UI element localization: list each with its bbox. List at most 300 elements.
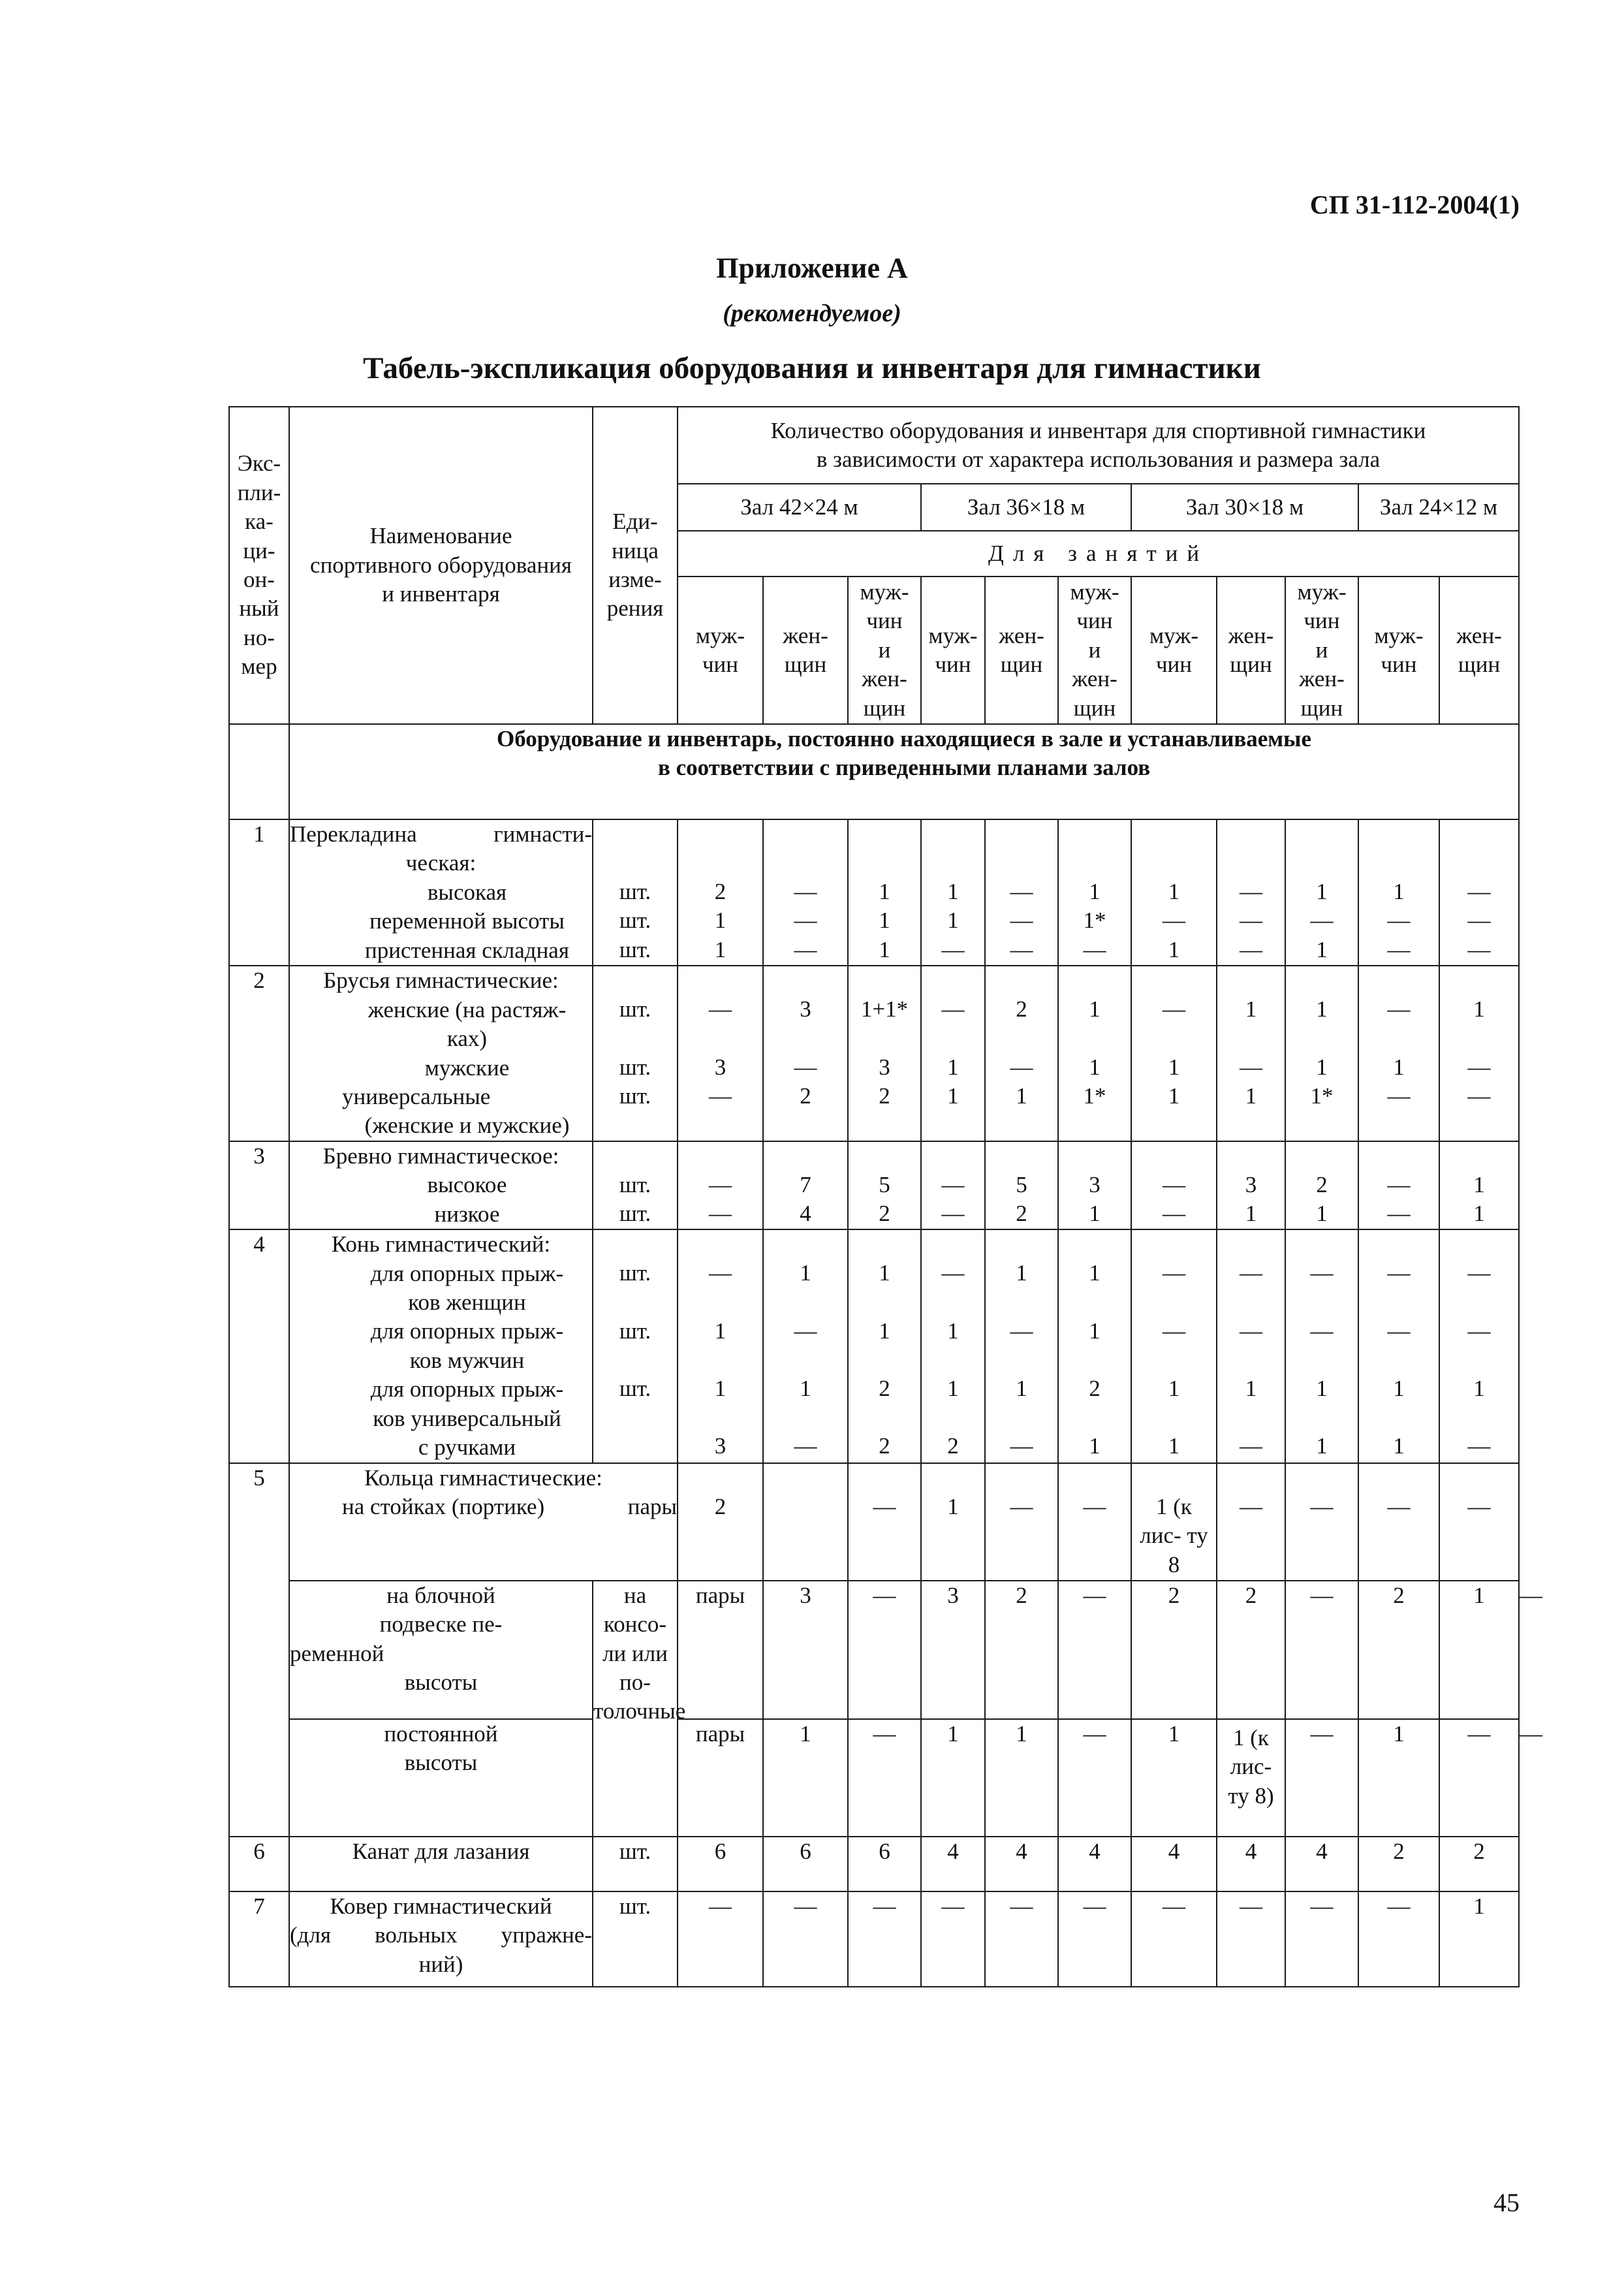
value-line	[849, 1464, 920, 1493]
item-name	[289, 1463, 678, 1581]
value-line	[1217, 849, 1285, 878]
value-line: 1	[1393, 1376, 1405, 1401]
row-number: 1	[229, 819, 289, 966]
unit-line: шт.	[619, 1318, 651, 1344]
value-line: 1	[1473, 1376, 1485, 1401]
value-line	[1059, 966, 1131, 995]
value-cell	[921, 1463, 985, 1581]
header-gender-line: жен-	[862, 666, 907, 692]
header-number-line: пли-	[237, 479, 281, 505]
unit-line: шт.	[619, 1201, 651, 1227]
value-line: —	[1163, 1318, 1185, 1344]
rings-console-label	[593, 1581, 686, 1837]
value-line	[678, 1288, 762, 1317]
value-cell: —	[1058, 1891, 1131, 1987]
header-gender-line: щин	[1000, 652, 1043, 677]
value-cell	[848, 966, 921, 1141]
header-gender-line: муж-	[1149, 622, 1199, 648]
value-line: —	[1387, 1171, 1411, 1197]
item-name-line: Конь гимнастический:	[331, 1231, 551, 1257]
value-line	[1059, 1230, 1131, 1259]
value-line	[1286, 966, 1358, 995]
header-gender-women	[985, 577, 1058, 724]
header-number-line: ка-	[245, 509, 273, 535]
value-line: 1	[1393, 879, 1405, 904]
header-name-line: и инвентаря	[382, 581, 500, 607]
value-cell: —	[985, 1891, 1058, 1987]
value-line	[678, 1142, 762, 1171]
value-cell: 1	[1439, 1891, 1519, 1987]
value-cell: —	[1285, 1719, 1358, 1837]
header-gender-men	[921, 577, 985, 724]
item-name-line: переменной высоты	[369, 908, 565, 934]
value-line: 1	[1168, 1054, 1180, 1080]
value-line: —	[1387, 1201, 1411, 1227]
value-cell: 1	[985, 1719, 1058, 1837]
value-line	[678, 1111, 762, 1140]
item-name-line: женские (на растяж-	[367, 996, 567, 1022]
value-line: —	[941, 996, 965, 1022]
header-gender-line: чин	[702, 652, 739, 677]
value-line: —	[941, 936, 965, 962]
value-line	[849, 1111, 920, 1140]
value-line: 1	[1168, 879, 1180, 904]
unit-line: шт.	[619, 1376, 651, 1401]
value-line: —	[1467, 1260, 1491, 1286]
rings-block-line: подвеске пе-	[379, 1611, 503, 1637]
value-line: 1	[947, 908, 959, 934]
unit-cell	[593, 819, 678, 966]
appendix-subtitle: (рекомендуемое)	[723, 300, 901, 327]
value-line	[1059, 1111, 1131, 1140]
value-line	[764, 1464, 847, 1493]
value-line	[1359, 1464, 1439, 1493]
value-line	[1286, 820, 1358, 849]
value-line: 2	[800, 1083, 811, 1109]
value-line	[986, 1111, 1057, 1140]
value-cell	[1285, 819, 1358, 966]
header-gender-line: жен-	[999, 622, 1044, 648]
header-unit-line: Еди-	[612, 509, 658, 535]
value-line	[1132, 1024, 1216, 1053]
value-cell	[763, 966, 848, 1141]
value-cell	[1217, 966, 1285, 1141]
value-line	[1132, 1346, 1216, 1374]
unit-line	[593, 1403, 677, 1432]
value-line: 2	[714, 879, 726, 904]
header-unit-line: рения	[606, 595, 664, 622]
header-gender-line: муж-	[1070, 578, 1119, 605]
item-name-line: ков женщин	[408, 1289, 526, 1315]
value-line: 1	[1473, 1201, 1485, 1227]
value-cell: 6	[763, 1837, 848, 1891]
value-line	[1286, 1142, 1358, 1171]
value-cell: 4	[921, 1837, 985, 1891]
value-line: —	[1163, 996, 1185, 1022]
value-line: —	[1387, 936, 1411, 962]
value-line: 1	[947, 879, 959, 904]
value-line: 2	[714, 1493, 726, 1519]
item-name-line	[290, 1493, 677, 1521]
value-line	[1132, 1142, 1216, 1171]
value-line: —	[1387, 1083, 1411, 1109]
value-line	[678, 966, 762, 995]
value-line	[1440, 966, 1518, 995]
unit-line: шт.	[619, 1260, 651, 1286]
value-line: 1	[1245, 1376, 1257, 1401]
value-line: 1	[800, 1260, 811, 1286]
value-line	[1440, 1403, 1518, 1432]
row-number: 6	[229, 1837, 289, 1891]
header-gender-line: щин	[1300, 695, 1343, 721]
value-cell	[1131, 1229, 1217, 1463]
unit-cell	[593, 966, 678, 1141]
value-line: 2	[1016, 996, 1027, 1022]
item-name-line: Брусья гимнастические:	[323, 968, 559, 994]
value-line: 1	[1316, 1054, 1328, 1080]
item-name-line: для опорных прыж-	[370, 1376, 564, 1402]
value-line: —	[1240, 1260, 1262, 1286]
header-name-line: спортивного оборудования	[310, 552, 572, 578]
header-hall: Зал 30×18 м	[1131, 484, 1358, 531]
value-line	[1286, 1024, 1358, 1053]
appendix-title: Приложение А	[716, 252, 908, 284]
value-line: 1	[879, 879, 890, 904]
value-line	[1132, 1111, 1216, 1140]
value-cell: 1	[1358, 1719, 1439, 1837]
rings-const-line: постоянной	[384, 1720, 498, 1747]
value-cell: 2	[1131, 1581, 1217, 1719]
header-gender-line: чин	[866, 608, 903, 634]
value-line: 3	[714, 1054, 726, 1080]
value-line	[1132, 1230, 1216, 1259]
unit-line: шт.	[619, 908, 651, 934]
value-cell	[1358, 966, 1439, 1141]
value-line: 1	[714, 908, 726, 934]
header-gender-both	[1285, 577, 1358, 724]
value-cell	[1217, 1141, 1285, 1229]
value-line: —	[1310, 1493, 1334, 1519]
value-line: 1	[947, 1054, 959, 1080]
item-name-line: с ручками	[418, 1434, 516, 1461]
value-line: 1	[714, 936, 726, 962]
value-line	[1440, 1288, 1518, 1317]
item-name-line: мужские	[424, 1054, 510, 1081]
value-cell: 1	[1131, 1719, 1217, 1837]
row-number: 3	[229, 1141, 289, 1229]
value-line: 1	[1316, 1433, 1328, 1459]
value-line	[1059, 1142, 1131, 1171]
header-gender-line: муж-	[928, 622, 978, 648]
value-line: 2	[1316, 1171, 1328, 1197]
value-cell	[848, 1141, 921, 1229]
header-gender-line: чин	[1155, 652, 1193, 677]
item-name	[289, 966, 593, 1141]
value-line: 3	[714, 1433, 726, 1459]
table-row	[229, 1463, 1519, 1581]
value-line: 1	[1245, 1201, 1257, 1227]
table-title: Табель-экспликация оборудования и инвентаря для гимнастики	[363, 351, 1261, 385]
unit-cell: шт.	[593, 1837, 678, 1891]
value-cell: 1	[921, 1719, 985, 1837]
header-gender-line: жен-	[1228, 622, 1274, 648]
value-line: 1*	[1310, 1083, 1334, 1109]
value-line: 1	[1473, 1171, 1485, 1197]
item-name-line: высокая	[427, 879, 507, 905]
value-line: —	[1010, 1433, 1033, 1459]
value-cell	[1285, 966, 1358, 1141]
value-line	[764, 820, 847, 849]
value-line: 1	[1089, 1433, 1101, 1459]
unit-line	[593, 820, 677, 849]
value-line	[986, 820, 1057, 849]
rings-block-label	[289, 1581, 593, 1719]
header-quantity-line: в зависимости от характера использования и размера зала	[816, 447, 1381, 472]
value-line: 1	[947, 1376, 959, 1401]
page-number: 45	[1493, 2188, 1520, 2217]
value-cell	[1358, 1463, 1439, 1581]
value-cell	[1439, 1463, 1519, 1581]
value-line: —	[1240, 1054, 1262, 1080]
unit-line: шт.	[619, 879, 651, 904]
value-line: 1	[1089, 1201, 1101, 1227]
unit-cell: пары	[678, 1581, 763, 1719]
header-gender-women	[763, 577, 848, 724]
value-line: —	[794, 1054, 817, 1080]
value-line	[1059, 1464, 1131, 1493]
value-cell	[1439, 1141, 1519, 1229]
header-number-line: он-	[243, 567, 275, 592]
value-line	[1359, 1230, 1439, 1259]
row-number: 4	[229, 1229, 289, 1463]
value-line: —	[1010, 879, 1033, 904]
row-number: 5	[229, 1463, 289, 1837]
header-gender-men	[1131, 577, 1217, 724]
unit-line	[593, 1432, 677, 1461]
unit-cell	[593, 1141, 678, 1229]
equipment-table	[228, 406, 1543, 1987]
unit-line: шт.	[619, 1054, 651, 1080]
value-line	[1059, 849, 1131, 878]
value-line	[986, 1024, 1057, 1053]
header-gender-line: муж-	[860, 578, 909, 605]
table-row	[229, 1891, 1519, 1987]
item-name-line: универсальные	[342, 1083, 491, 1109]
value-cell	[1285, 1141, 1358, 1229]
value-line	[1286, 1346, 1358, 1374]
value-cell: —	[1058, 1581, 1131, 1719]
value-line	[1059, 1403, 1131, 1432]
value-cell	[678, 966, 763, 1141]
value-line: —	[1010, 1318, 1033, 1344]
value-line: 3	[879, 1054, 890, 1080]
value-line: 1	[714, 1376, 726, 1401]
rings-block-line: высоты	[404, 1669, 478, 1695]
value-line	[986, 1142, 1057, 1171]
value-line: 3	[1089, 1171, 1101, 1197]
value-line: —	[941, 1260, 965, 1286]
value-line: 2	[1016, 1201, 1027, 1227]
section-line: Оборудование и инвентарь, постоянно находящиеся в зале и устанавливаемые	[497, 726, 1312, 751]
value-line: —	[1310, 1318, 1334, 1344]
value-line	[1440, 1142, 1518, 1171]
value-line	[764, 1346, 847, 1374]
unit-line	[593, 1024, 677, 1053]
header-gender-line: щин	[1230, 652, 1272, 677]
value-cell	[921, 1141, 985, 1229]
value-line	[1217, 1230, 1285, 1259]
value-line	[678, 1346, 762, 1374]
value-line: —	[1240, 1318, 1262, 1344]
value-line: —	[873, 1493, 896, 1519]
value-line: —	[1240, 1433, 1262, 1459]
table-row	[229, 966, 1519, 1141]
value-line: —	[1387, 908, 1411, 934]
header-gender-line: щин	[784, 652, 827, 677]
value-line: 1	[1089, 1318, 1101, 1344]
header-gender-both	[1058, 577, 1131, 724]
item-name-line: для опорных прыж-	[370, 1318, 564, 1344]
value-line	[1440, 1230, 1518, 1259]
table-row	[229, 1141, 1519, 1229]
value-line: —	[1010, 908, 1033, 934]
value-cell	[985, 1141, 1058, 1229]
value-line	[1286, 1288, 1358, 1317]
value-line	[922, 966, 984, 995]
value-line	[764, 966, 847, 995]
value-line: —	[709, 1201, 732, 1227]
header-gender-line: жен-	[783, 622, 828, 648]
value-line: 1	[1168, 1083, 1180, 1109]
header-gender-both	[848, 577, 921, 724]
header-number-line: ный	[239, 595, 279, 622]
value-cell: 1	[763, 1719, 848, 1837]
value-cell	[1131, 1141, 1217, 1229]
value-line: 2	[947, 1433, 959, 1459]
value-line: 1	[879, 1260, 890, 1286]
value-cell: 6	[678, 1837, 763, 1891]
item-name-line: низкое	[434, 1201, 500, 1227]
value-line	[1359, 1024, 1439, 1053]
value-line: —	[1163, 908, 1185, 934]
value-cell	[921, 966, 985, 1141]
item-name: Канат для лазания	[289, 1837, 593, 1891]
value-line	[922, 1142, 984, 1171]
value-line: —	[1467, 1318, 1491, 1344]
header-gender-men	[1358, 577, 1439, 724]
value-line	[678, 1464, 762, 1493]
value-cell	[763, 1463, 848, 1581]
value-cell	[921, 1229, 985, 1463]
value-line: —	[709, 996, 732, 1022]
value-line	[1359, 966, 1439, 995]
section-heading	[289, 724, 1519, 819]
header-hall: Зал 42×24 м	[678, 484, 921, 531]
header-number-line: но-	[243, 624, 275, 650]
value-cell: 4	[1285, 1837, 1358, 1891]
item-name-line: ний)	[418, 1951, 463, 1977]
value-line: 1	[1016, 1083, 1027, 1109]
value-line	[849, 1230, 920, 1259]
value-line: 5	[1016, 1171, 1027, 1197]
value-line: —	[1467, 1433, 1491, 1459]
rings-const-line: высоты	[404, 1750, 478, 1776]
value-line	[1059, 820, 1131, 849]
value-line: —	[1387, 1260, 1411, 1286]
header-gender-line: муж-	[1297, 578, 1347, 605]
unit-line: шт.	[619, 1083, 651, 1109]
item-name-line: высокое	[427, 1172, 507, 1198]
value-cell	[848, 1463, 921, 1581]
header-hall: Зал 36×18 м	[921, 484, 1131, 531]
value-line	[849, 966, 920, 995]
value-line	[1359, 1142, 1439, 1171]
value-line: —	[709, 1171, 732, 1197]
value-cell	[1131, 1463, 1217, 1581]
item-name-line: Перекладина гимнасти-	[290, 821, 592, 847]
unit-line	[593, 1111, 677, 1140]
header-gender-line: жен-	[1072, 666, 1117, 692]
value-line: 1	[947, 1318, 959, 1344]
value-cell	[1439, 1229, 1519, 1463]
value-line	[1217, 1403, 1285, 1432]
value-line: —	[1240, 908, 1262, 934]
value-line	[1217, 820, 1285, 849]
header-gender-line: чин	[1076, 608, 1113, 634]
value-line: 1	[947, 1493, 959, 1519]
value-line: —	[941, 1201, 965, 1227]
rings-block-line: ременной	[290, 1640, 384, 1666]
value-line	[986, 1464, 1057, 1493]
value-line	[986, 1230, 1057, 1259]
value-cell: —	[1439, 1719, 1519, 1837]
value-cell: 2	[1217, 1581, 1285, 1719]
value-cell: —	[1285, 1891, 1358, 1987]
value-cell: 2	[1358, 1837, 1439, 1891]
value-cell	[1058, 966, 1131, 1141]
header-gender-line: и	[878, 637, 891, 663]
section-line: в соответствии с приведенными планами залов	[657, 755, 1151, 781]
value-cell: 2	[1439, 1837, 1519, 1891]
value-cell	[1358, 1141, 1439, 1229]
item-name-line: на стойках (портике)	[342, 1494, 545, 1520]
value-cell: —	[848, 1581, 921, 1719]
header-number-line: ци-	[243, 537, 275, 563]
value-cell	[1058, 1463, 1131, 1581]
value-line	[1059, 1024, 1131, 1053]
value-cell: —	[678, 1891, 763, 1987]
header-unit-line: ница	[612, 537, 659, 563]
value-line: —	[1467, 936, 1491, 962]
value-line	[1286, 1230, 1358, 1259]
value-cell: —	[1131, 1891, 1217, 1987]
value-cell: 3	[921, 1581, 985, 1719]
header-purpose: Для занятий	[678, 531, 1519, 577]
value-line	[1440, 849, 1518, 878]
header-gender-line: чин	[1304, 608, 1340, 634]
item-name	[289, 819, 593, 966]
value-line: 1	[1016, 1260, 1027, 1286]
value-cell: —	[921, 1891, 985, 1987]
value-line: 3	[800, 996, 811, 1022]
value-line: —	[1240, 1493, 1262, 1519]
value-line	[1359, 849, 1439, 878]
value-cell	[848, 819, 921, 966]
value-line	[1132, 1403, 1216, 1432]
value-line	[849, 820, 920, 849]
unit-line: шт.	[619, 1171, 651, 1197]
value-line: 1	[1089, 996, 1101, 1022]
